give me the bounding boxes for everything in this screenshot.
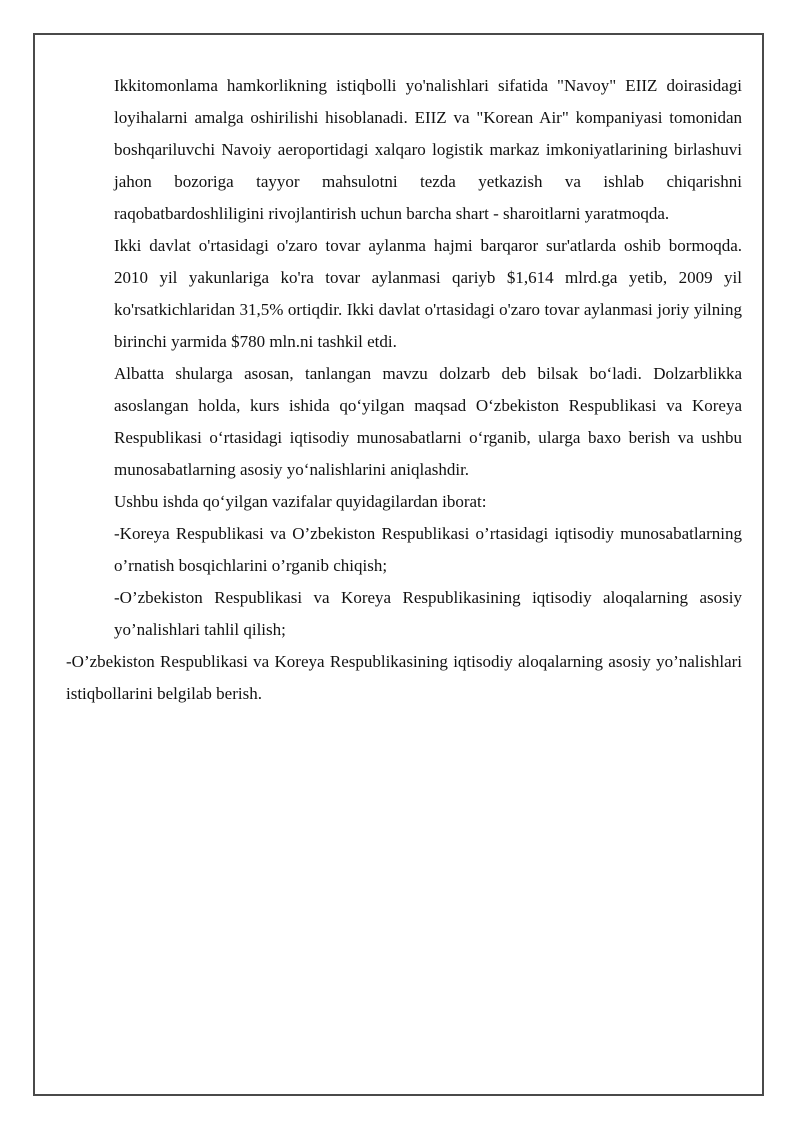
task-item-1: -Koreya Respublikasi va O’zbekiston Respublikasi o’rtasidagi iqtisodiy munosabatlarning o’rnatish bosqichlarini o’rganib chiqish;: [114, 524, 742, 575]
paragraph-cooperation-prospects: Ikkitomonlama hamkorlikning istiqbolli yo'nalishlari sifatida "Navoy" EIIZ doirasidagi loyihalarni amalga oshirilishi hisoblanadi. EIIZ va "Korean Air" kompaniyasi tomonidan boshqariluvchi Navoiy aeroportidagi xalqaro logistik markaz imkoniyatlarining birlashuvi jahon bozoriga tayyor mahsulotni tezda yetkazish va ishlab chiqarishni raqobatbardoshliligini rivojlantirish uchun barcha shart - sharoitlarni yaratmoqda.: [114, 76, 742, 223]
paragraph-tasks-intro: Ushbu ishda qo‘yilgan vazifalar quyidagilardan iborat:: [114, 492, 487, 511]
document-body: [66, 70, 742, 710]
task-item-3: -O’zbekiston Respublikasi va Koreya Respublikasining iqtisodiy aloqalarning asosiy yo’nalishlari istiqbollarini belgilab berish.: [66, 652, 742, 703]
task-item-2: -O’zbekiston Respublikasi va Koreya Respublikasining iqtisodiy aloqalarning asosiy yo’nalishlari tahlil qilish;: [114, 588, 742, 639]
paragraph-trade-turnover: Ikki davlat o'rtasidagi o'zaro tovar aylanma hajmi barqaror sur'atlarda oshib bormoqda. 2010 yil yakunlariga ko'ra tovar aylanmasi qariyb $1,614 mlrd.ga yetib, 2009 yil ko'rsatkichlaridan 31,5% ortiqdir. Ikki davlat o'rtasidagi o'zaro tovar aylanmasi joriy yilning birinchi yarmida $780 mln.ni tashkil etdi.: [114, 236, 742, 351]
paragraph-relevance-goal: Albatta shularga asosan, tanlangan mavzu dolzarb deb bilsak bo‘ladi. Dolzarblikka asoslangan holda, kurs ishida qo‘yilgan maqsad O‘zbekiston Respublikasi va Koreya Respublikasi o‘rtasidagi iqtisodiy munosabatlarni o‘rganib, ularga baxo berish va ushbu munosabatlarning asosiy yo‘nalishlarini aniqlashdir.: [114, 364, 742, 479]
